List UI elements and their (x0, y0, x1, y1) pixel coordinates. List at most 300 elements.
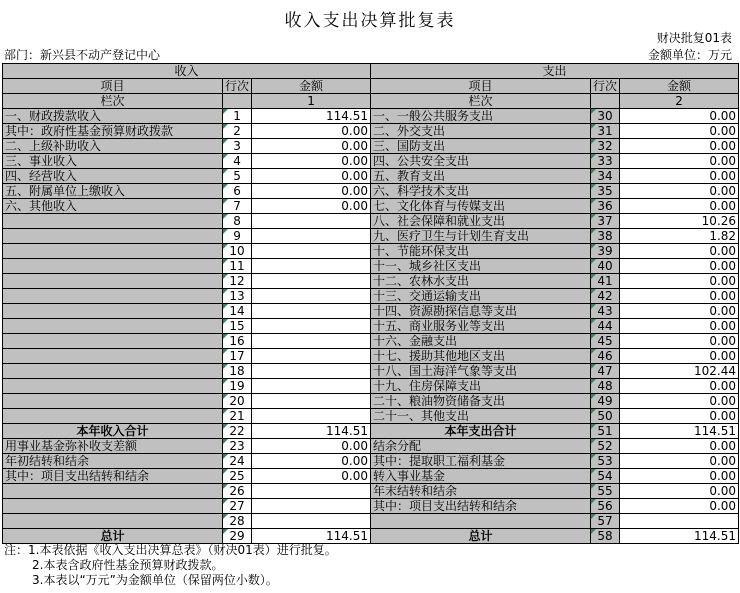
income-row-number (223, 484, 252, 499)
income-row-number-text: 3 (233, 139, 241, 153)
expense-row-number-text: 44 (597, 319, 613, 333)
cell-marker (591, 259, 596, 264)
income-amount-text: 0.00 (341, 169, 369, 183)
expense-amount (620, 229, 739, 244)
expense-item-label-text: 其中：提取职工福利基金 (373, 454, 506, 468)
table-row (3, 289, 739, 304)
expense-amount (620, 334, 739, 349)
expense-col-item: 项目 (371, 79, 591, 94)
income-item-label (3, 214, 223, 229)
income-row-number (223, 499, 252, 514)
cell-marker (223, 289, 228, 294)
income-row-number-text: 8 (233, 214, 241, 228)
expense-row-number (591, 484, 620, 499)
cell-marker (223, 304, 228, 309)
expense-amount-text: 0.00 (709, 439, 737, 453)
cell-marker (591, 214, 596, 219)
income-item-label-text: 本年收入合计 (76, 424, 149, 438)
cell-marker (591, 109, 596, 114)
expense-row-number-text: 55 (597, 484, 613, 498)
expense-item-label-text: 十三、交通运输支出 (373, 289, 482, 303)
income-index-row (223, 94, 252, 109)
cell-marker (223, 424, 228, 429)
expense-amount (620, 244, 739, 259)
income-amount (252, 274, 371, 289)
income-item-label (3, 334, 223, 349)
expense-amount-text: 0.00 (709, 499, 737, 513)
income-item-label (3, 289, 223, 304)
income-row-number-text: 18 (229, 364, 245, 378)
expense-row-number-text: 32 (597, 139, 613, 153)
expense-row-number-text: 53 (597, 454, 613, 468)
income-amount (252, 499, 371, 514)
income-row-number-text: 29 (229, 529, 245, 543)
income-item-label-text: 二、上级补助收入 (5, 139, 102, 153)
expense-item-label (371, 289, 591, 304)
expense-amount (620, 454, 739, 469)
income-row-number-text: 11 (229, 259, 245, 273)
expense-amount (620, 379, 739, 394)
expense-row-number-text: 41 (597, 274, 613, 288)
expense-item-label (371, 499, 591, 514)
expense-amount (620, 214, 739, 229)
expense-row-number (591, 334, 620, 349)
expense-amount-text: 0.00 (709, 484, 737, 498)
expense-item-label-text: 结余分配 (373, 439, 422, 453)
income-amount (252, 259, 371, 274)
income-amount (252, 229, 371, 244)
table-row (3, 529, 739, 544)
expense-index-label: 栏次 (371, 94, 591, 109)
income-row-number-text: 12 (229, 274, 245, 288)
income-amount (252, 214, 371, 229)
expense-item-label-text: 本年支出合计 (444, 424, 517, 438)
cell-marker (223, 454, 228, 459)
income-row-number (223, 409, 252, 424)
income-item-label-text: 用事业基金弥补收支差额 (5, 439, 138, 453)
income-amount (252, 439, 371, 454)
table-row (3, 499, 739, 514)
cell-marker (223, 484, 228, 489)
income-item-label (3, 124, 223, 139)
expense-item-label-text: 总计 (468, 529, 493, 543)
note-2: 2.本表含政府性基金预算财政拨款。 (32, 558, 224, 572)
table-row (3, 154, 739, 169)
expense-item-label (371, 199, 591, 214)
expense-row-number-text: 56 (597, 499, 613, 513)
expense-col-row: 行次 (591, 79, 620, 94)
table-row (3, 454, 739, 469)
expense-row-number-text: 30 (597, 109, 613, 123)
expense-row-number-text: 40 (597, 259, 613, 273)
expense-row-number-text: 51 (597, 424, 613, 438)
expense-item-label-text: 七、文化体育与传媒支出 (373, 199, 506, 213)
income-item-label (3, 409, 223, 424)
expense-item-label-text: 九、医疗卫生与计划生育支出 (373, 229, 530, 243)
expense-row-number (591, 379, 620, 394)
table-row (3, 319, 739, 334)
table-row (3, 124, 739, 139)
income-item-label (3, 439, 223, 454)
income-row-number-text: 25 (229, 469, 245, 483)
table-row (3, 379, 739, 394)
cell-marker (591, 289, 596, 294)
cell-marker (223, 274, 228, 279)
table-row (3, 169, 739, 184)
income-item-label (3, 244, 223, 259)
cell-marker (591, 184, 596, 189)
cell-marker (591, 274, 596, 279)
expense-item-label (371, 394, 591, 409)
expense-amount (620, 349, 739, 364)
income-row-number (223, 334, 252, 349)
expense-item-label (371, 439, 591, 454)
cell-marker (223, 334, 228, 339)
cell-marker (591, 394, 596, 399)
expense-amount (620, 199, 739, 214)
cell-marker (223, 349, 228, 354)
income-amount (252, 289, 371, 304)
table-row (3, 349, 739, 364)
expense-amount-text: 0.00 (709, 334, 737, 348)
expense-row-number (591, 469, 620, 484)
cell-marker (223, 469, 228, 474)
cell-marker (591, 439, 596, 444)
table-row (3, 364, 739, 379)
expense-amount-text: 0.00 (709, 154, 737, 168)
cell-marker (223, 214, 228, 219)
expense-item-label-text: 十九、住房保障支出 (373, 379, 482, 393)
income-amount (252, 484, 371, 499)
expense-item-label-text: 转入事业基金 (373, 469, 446, 483)
income-amount-text: 114.51 (326, 109, 369, 123)
income-item-label-text: 其中：政府性基金预算财政拨款 (5, 124, 174, 138)
table-row (3, 109, 739, 124)
expense-item-label (371, 409, 591, 424)
expense-amount (620, 124, 739, 139)
expense-row-number-text: 31 (597, 124, 613, 138)
expense-amount (620, 154, 739, 169)
cell-marker (223, 184, 228, 189)
cell-marker (591, 124, 596, 129)
expense-amount-text: 114.51 (694, 529, 737, 543)
income-row-number (223, 244, 252, 259)
income-row-number (223, 229, 252, 244)
expense-item-label-text: 十八、国土海洋气象等支出 (373, 364, 518, 378)
expense-row-number (591, 274, 620, 289)
expense-item-label (371, 139, 591, 154)
expense-amount-text: 10.26 (701, 214, 737, 228)
income-item-label (3, 199, 223, 214)
cell-marker (591, 334, 596, 339)
notes (4, 543, 337, 588)
income-row-number-text: 21 (229, 409, 245, 423)
table-row (3, 259, 739, 274)
income-row-number (223, 154, 252, 169)
income-index-label: 栏次 (3, 94, 223, 109)
expense-item-label (371, 109, 591, 124)
income-row-number-text: 14 (229, 304, 245, 318)
department-label: 部门：新兴县不动产登记中心 (4, 48, 161, 62)
expense-row-number-text: 45 (597, 334, 613, 348)
income-item-label (3, 229, 223, 244)
cell-marker (591, 139, 596, 144)
expense-item-label-text: 十四、资源勘探信息等支出 (373, 304, 518, 318)
expense-row-number (591, 229, 620, 244)
expense-amount (620, 514, 739, 529)
cell-marker (591, 349, 596, 354)
expense-amount-text: 0.00 (709, 304, 737, 318)
table-row (3, 229, 739, 244)
expense-amount (620, 139, 739, 154)
income-item-label (3, 169, 223, 184)
expense-row-number (591, 394, 620, 409)
income-amount (252, 424, 371, 439)
income-amount (252, 469, 371, 484)
expense-row-number (591, 289, 620, 304)
expense-row-number (591, 169, 620, 184)
table-row (3, 334, 739, 349)
expense-item-label (371, 124, 591, 139)
expense-row-number (591, 259, 620, 274)
expense-col-amount: 金额 (620, 79, 739, 94)
income-row-number (223, 454, 252, 469)
income-row-number-text: 19 (229, 379, 245, 393)
income-item-label (3, 184, 223, 199)
expense-row-number-text: 58 (597, 529, 613, 543)
cell-marker (223, 529, 228, 534)
income-amount-text: 0.00 (341, 184, 369, 198)
expense-item-label (371, 349, 591, 364)
income-amount (252, 319, 371, 334)
expense-row-number (591, 199, 620, 214)
income-row-number-text: 22 (229, 424, 245, 438)
cell-marker (591, 529, 596, 534)
income-amount-text: 0.00 (341, 154, 369, 168)
income-amount (252, 334, 371, 349)
income-item-label (3, 394, 223, 409)
income-amount (252, 529, 371, 544)
expense-item-label-text: 十二、农林水支出 (373, 274, 470, 288)
expense-row-number-text: 37 (597, 214, 613, 228)
expense-amount-text: 0.00 (709, 169, 737, 183)
income-item-label (3, 139, 223, 154)
expense-amount (620, 304, 739, 319)
expense-amount (620, 394, 739, 409)
expense-item-label (371, 454, 591, 469)
expense-item-label-text: 其中：项目支出结转和结余 (373, 499, 518, 513)
income-amount (252, 124, 371, 139)
income-amount (252, 154, 371, 169)
income-item-label (3, 454, 223, 469)
income-amount (252, 304, 371, 319)
income-row-number (223, 394, 252, 409)
cell-marker (223, 259, 228, 264)
expense-amount (620, 469, 739, 484)
expense-item-label-text: 六、科学技术支出 (373, 184, 470, 198)
expense-row-number-text: 46 (597, 349, 613, 363)
table-row (3, 469, 739, 484)
income-row-number-text: 4 (233, 154, 241, 168)
cell-marker (591, 424, 596, 429)
income-item-label (3, 379, 223, 394)
expense-item-label (371, 529, 591, 544)
expense-amount-text: 0.00 (709, 454, 737, 468)
expense-amount-text: 102.44 (694, 364, 737, 378)
expense-row-number-text: 42 (597, 289, 613, 303)
expense-amount-text: 0.00 (709, 124, 737, 138)
income-amount-text: 0.00 (341, 139, 369, 153)
expense-header: 支出 (371, 64, 739, 79)
expense-row-number (591, 529, 620, 544)
expense-row-number-text: 36 (597, 199, 613, 213)
income-row-number-text: 2 (233, 124, 241, 138)
cell-marker (591, 244, 596, 249)
income-item-label (3, 154, 223, 169)
income-row-number (223, 109, 252, 124)
expense-row-number-text: 57 (597, 514, 613, 528)
income-item-label-text: 四、经营收入 (5, 169, 78, 183)
table-row (3, 439, 739, 454)
expense-amount (620, 529, 739, 544)
expense-row-number (591, 439, 620, 454)
income-amount (252, 409, 371, 424)
expense-item-label-text: 一、一般公共服务支出 (373, 109, 494, 123)
cell-marker (223, 319, 228, 324)
income-item-label (3, 514, 223, 529)
expense-item-label (371, 469, 591, 484)
cell-marker (223, 199, 228, 204)
cell-marker (591, 364, 596, 369)
expense-item-label (371, 484, 591, 499)
expense-index-row (591, 94, 620, 109)
expense-row-number-text: 43 (597, 304, 613, 318)
expense-row-number-text: 33 (597, 154, 613, 168)
expense-item-label-text: 八、社会保障和就业支出 (373, 214, 506, 228)
income-item-label-text: 其中：项目支出结转和结余 (5, 469, 150, 483)
table-row (3, 424, 739, 439)
income-amount (252, 364, 371, 379)
expense-row-number (591, 154, 620, 169)
income-row-number-text: 26 (229, 484, 245, 498)
expense-row-number-text: 35 (597, 184, 613, 198)
income-item-label-text: 六、其他收入 (5, 199, 78, 213)
income-item-label (3, 364, 223, 379)
income-row-number (223, 304, 252, 319)
income-row-number (223, 124, 252, 139)
cell-marker (591, 469, 596, 474)
income-item-label (3, 499, 223, 514)
income-col-row: 行次 (223, 79, 252, 94)
cell-marker (591, 229, 596, 234)
expense-amount-text: 0.00 (709, 379, 737, 393)
cell-marker (223, 439, 228, 444)
note-1: 注：1.本表依据《收入支出决算总表》（财决01表）进行批复。 (4, 543, 337, 557)
expense-amount-text: 0.00 (709, 319, 737, 333)
expense-row-number (591, 139, 620, 154)
expense-item-label (371, 214, 591, 229)
income-row-number (223, 319, 252, 334)
expense-amount (620, 184, 739, 199)
expense-row-number-text: 38 (597, 229, 613, 243)
income-row-number-text: 24 (229, 454, 245, 468)
income-amount (252, 244, 371, 259)
expense-amount (620, 289, 739, 304)
income-row-number (223, 514, 252, 529)
expense-row-number-text: 54 (597, 469, 613, 483)
expense-amount (620, 439, 739, 454)
expense-row-number-text: 39 (597, 244, 613, 258)
expense-amount-text: 0.00 (709, 349, 737, 363)
expense-row-number (591, 304, 620, 319)
income-row-number-text: 6 (233, 184, 241, 198)
income-amount-text: 0.00 (341, 199, 369, 213)
income-item-label-text: 三、事业收入 (5, 154, 78, 168)
income-item-label (3, 349, 223, 364)
expense-amount-text: 0.00 (709, 139, 737, 153)
income-amount-text: 0.00 (341, 439, 369, 453)
income-row-number-text: 23 (229, 439, 245, 453)
income-row-number-text: 7 (233, 199, 241, 213)
expense-amount (620, 409, 739, 424)
income-row-number-text: 27 (229, 499, 245, 513)
expense-item-label (371, 364, 591, 379)
expense-amount (620, 364, 739, 379)
expense-row-number (591, 109, 620, 124)
expense-row-number (591, 319, 620, 334)
income-row-number (223, 139, 252, 154)
expense-item-label-text: 二十一、其他支出 (373, 409, 470, 423)
income-item-label-text: 五、附属单位上缴收入 (5, 184, 126, 198)
expense-item-label (371, 259, 591, 274)
expense-amount (620, 319, 739, 334)
table-row (3, 184, 739, 199)
expense-amount-text: 1.82 (709, 229, 737, 243)
expense-amount-text: 0.00 (709, 289, 737, 303)
income-amount (252, 169, 371, 184)
income-row-number (223, 379, 252, 394)
table-row (3, 139, 739, 154)
income-item-label (3, 259, 223, 274)
cell-marker (223, 394, 228, 399)
expense-item-label-text: 五、教育支出 (373, 169, 446, 183)
income-row-number-text: 17 (229, 349, 245, 363)
cell-marker (223, 109, 228, 114)
income-item-label (3, 319, 223, 334)
expense-amount-text: 0.00 (709, 409, 737, 423)
income-amount (252, 379, 371, 394)
income-item-label-text: 一、财政拨款收入 (5, 109, 102, 123)
expense-amount-text: 0.00 (709, 394, 737, 408)
income-row-number (223, 439, 252, 454)
page-title: 收入支出决算批复表 (284, 11, 456, 31)
expense-item-label (371, 334, 591, 349)
expense-item-label (371, 229, 591, 244)
expense-item-label-text: 三、国防支出 (373, 139, 446, 153)
cell-marker (591, 169, 596, 174)
income-amount (252, 184, 371, 199)
income-row-number (223, 274, 252, 289)
expense-amount-text: 0.00 (709, 469, 737, 483)
expense-amount-text: 0.00 (709, 109, 737, 123)
expense-row-number-text: 49 (597, 394, 613, 408)
expense-amount-text: 0.00 (709, 184, 737, 198)
cell-marker (223, 409, 228, 414)
income-item-label-text: 总计 (100, 529, 125, 543)
income-row-number (223, 214, 252, 229)
expense-item-label-text: 二十、粮油物资储备支出 (373, 394, 506, 408)
income-amount-text: 0.00 (341, 454, 369, 468)
